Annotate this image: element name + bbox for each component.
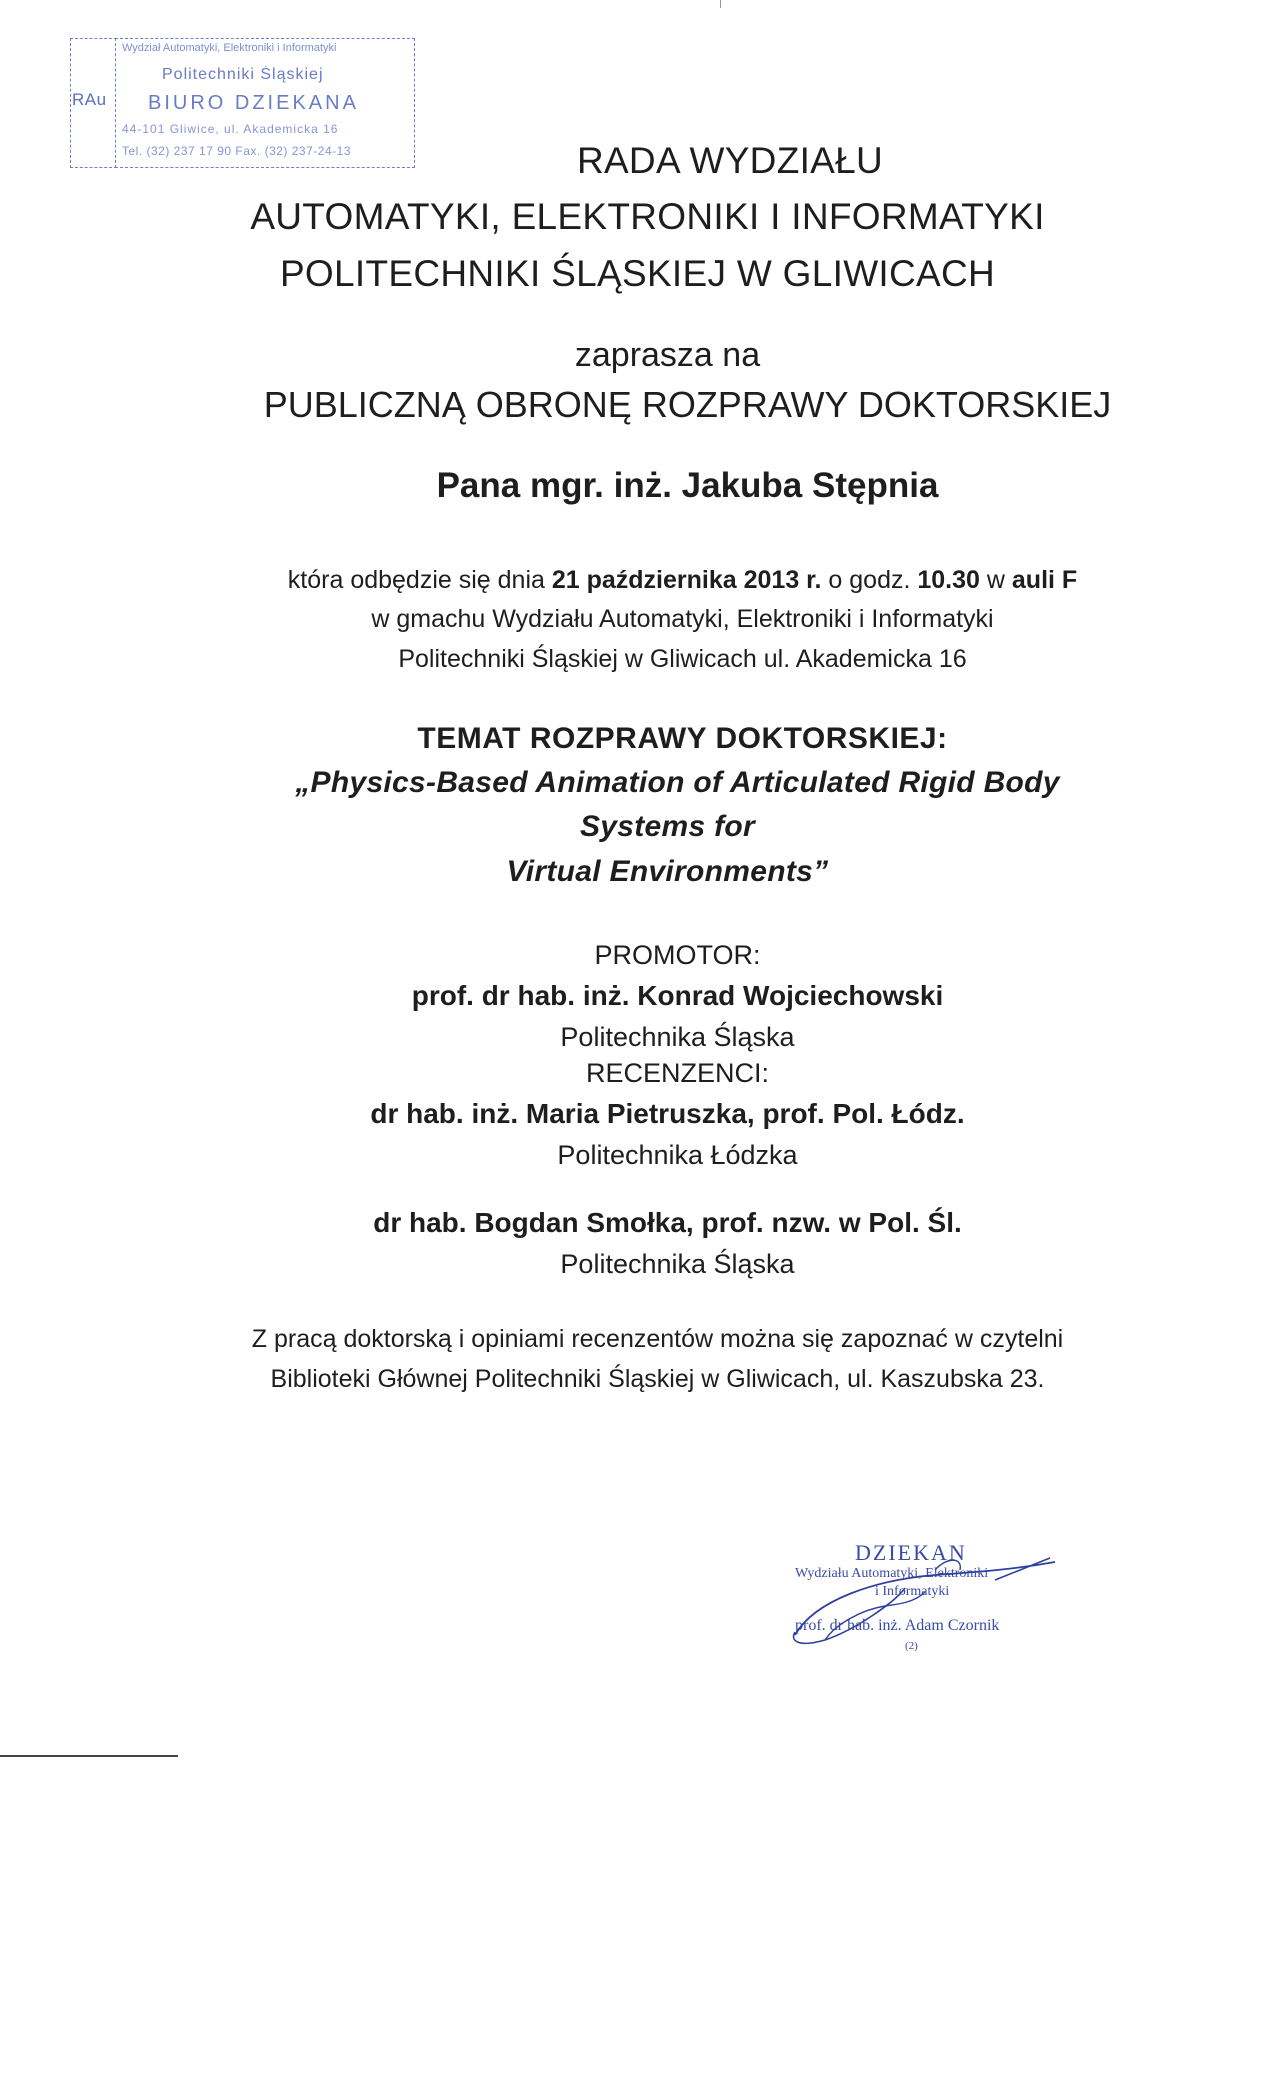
event-time: 10.30 [917,566,980,594]
stamp-side-code: RAu [72,90,107,109]
topic-heading: TEMAT ROZPRAWY DOKTORSKIEJ: [417,722,948,755]
header-council: RADA WYDZIAŁU [576,140,884,181]
event-address: Politechniki Śląskiej w Gliwicach ul. Akademicka 16 [398,645,967,673]
stamp-line-address: 44-101 Gliwice, ul. Akademicka 16 [122,122,339,136]
event-title: PUBLICZNĄ OBRONĘ ROZPRAWY DOKTORSKIEJ [263,384,1112,425]
datetime-time-prefix: o godz. [821,566,918,594]
dean-signature-stamp [785,1540,1065,1670]
scan-mark [720,0,721,8]
stamp-line-phone: Tel. (32) 237 17 90 Fax. (32) 237-24-13 [122,144,351,158]
datetime-room-prefix: w [979,566,1012,594]
header-university: POLITECHNIKI ŚLĄSKIEJ W GLIWICACH [279,253,996,294]
reviewer-affiliation: Politechnika Łódzka [557,1140,798,1170]
dean-name: prof. dr hab. inż. Adam Czornik [795,1617,1000,1634]
reviewer-name: dr hab. Bogdan Smołka, prof. nzw. w Pol. Śl. [373,1207,962,1238]
event-building: w gmachu Wydziału Automatyki, Elektroniki i Informatyki [371,605,994,633]
datetime-prefix: która odbędzie się dnia [287,566,552,594]
topic-title-line: Systems for [579,810,756,843]
stamp-line-office: BIURO DZIEKANA [148,92,359,114]
dean-faculty-line: i Informatyki [875,1584,950,1599]
handwritten-signature [785,1540,1065,1670]
reviewer-affiliation: Politechnika Śląska [560,1249,795,1279]
stamp-line-faculty: Wydział Automatyki, Elektroniki i Informatyki [122,42,337,54]
header-faculty: AUTOMATYKI, ELEKTRONIKI I INFORMATYKI [250,196,1045,237]
reviewer-name: dr hab. inż. Maria Pietruszka, prof. Pol. Łódz. [370,1098,965,1129]
dean-title: DZIEKAN [855,1540,967,1565]
promoter-name: prof. dr hab. inż. Konrad Wojciechowski [411,980,944,1011]
reviewers-label: RECENZENCI: [585,1058,769,1088]
scan-edge-line [0,1755,178,1757]
dean-faculty-line: Wydziału Automatyki, Elektroniki [795,1566,989,1581]
event-room: auli F [1011,566,1078,594]
stamp-line-university: Politechniki Śląskiej [162,66,324,83]
topic-title-line: Virtual Environments” [506,855,829,888]
candidate-name: Pana mgr. inż. Jakuba Stępnia [436,466,939,505]
event-date: 21 października 2013 r. [551,566,822,594]
event-datetime [45,566,1275,595]
topic-title-line: „Physics-Based Animation of Articulated Rigid Body [295,766,1060,799]
library-address-note: Biblioteki Głównej Politechniki Śląskiej w Gliwicach, ul. Kaszubska 23. [270,1365,1045,1393]
promoter-label: PROMOTOR: [594,940,761,970]
stamp-number: (2) [905,1640,918,1652]
invites-text: zaprasza na [574,336,761,374]
promoter-affiliation: Politechnika Śląska [560,1022,795,1052]
thesis-access-note: Z pracą doktorską i opiniami recenzentów można się zapoznać w czytelni [251,1325,1064,1353]
